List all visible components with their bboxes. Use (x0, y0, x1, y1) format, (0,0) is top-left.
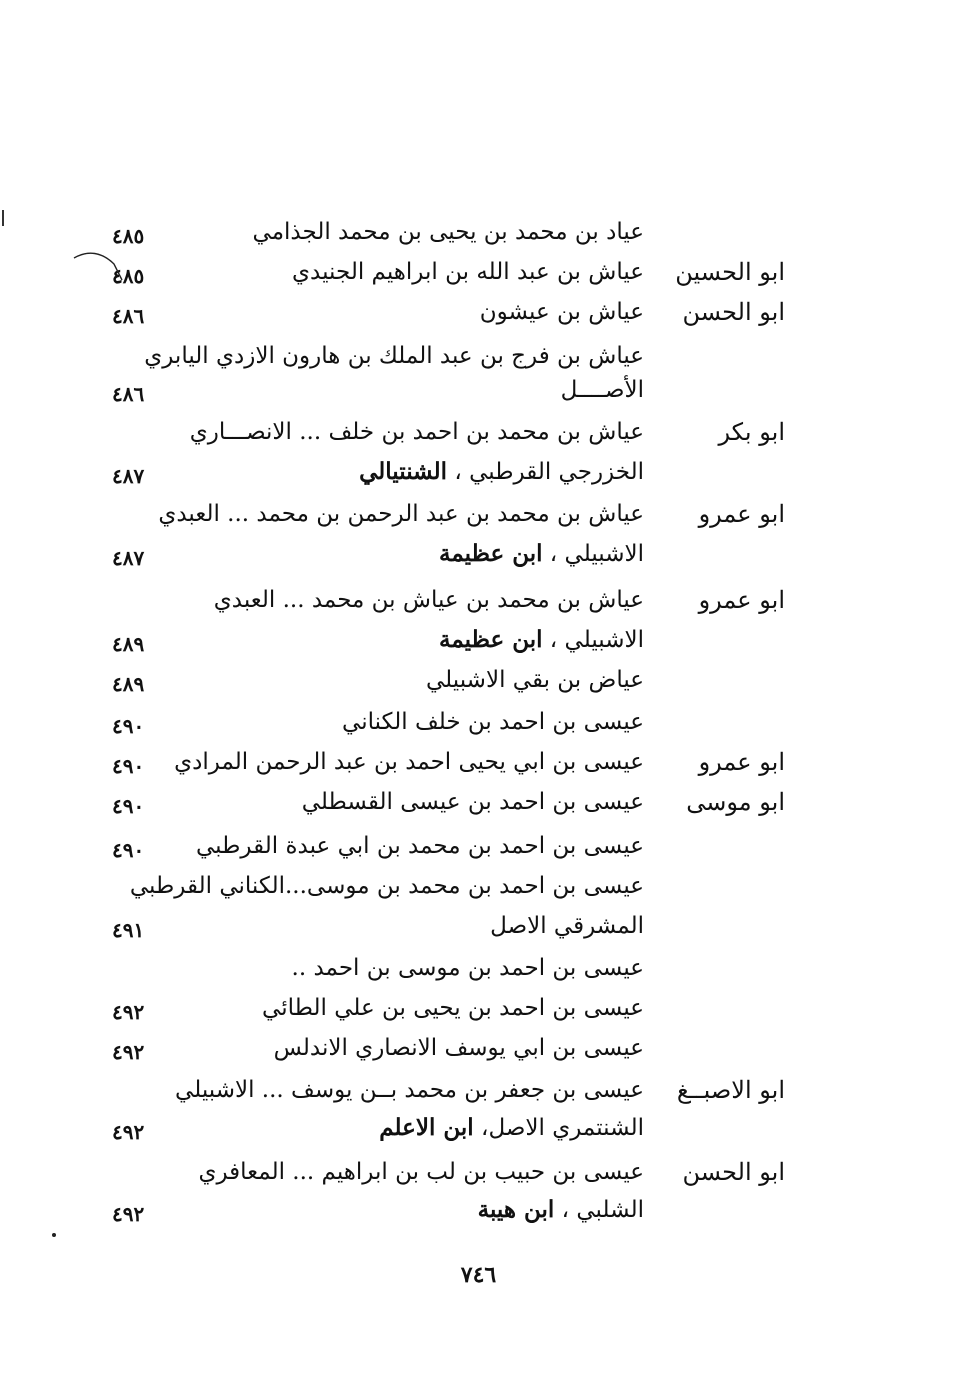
entry-page-ref: ٤٩٢ (112, 1120, 145, 1144)
entry-page-ref: ٤٩٠ (112, 754, 145, 778)
entry-page-ref: ٤٩٠ (112, 794, 145, 818)
entry-kunya: ابو موسى (686, 788, 785, 816)
entry-name-text: عياض بن بقي الاشبيلي (426, 667, 644, 693)
entry-page-ref: ٤٨٥ (112, 224, 145, 248)
entry-page-ref: ٤٨٩ (112, 672, 145, 696)
entry-page-ref: ٤٩٠ (112, 714, 145, 738)
entry-name-text: عيسى بن ابي يحيى احمد بن عبد الرحمن المرادي (174, 749, 644, 775)
entry-name (164, 826, 644, 866)
entry-page-ref: ٤٨٦ (112, 304, 145, 328)
entry-name-text: عيسى بن احمد بن خلف الكناني (342, 709, 644, 735)
entry-kunya: ابو عمرو (698, 748, 785, 776)
index-entry (0, 826, 957, 866)
entry-name-text: عيسى بن ابي يوسف الانصاري الاندلس (273, 1035, 644, 1061)
index-entry (0, 1190, 957, 1230)
index-entry (0, 620, 957, 660)
index-entry (0, 866, 957, 906)
entry-name-text: عيسى بن احمد بن موسى بن احمد .. (291, 955, 644, 981)
entry-name (129, 866, 644, 906)
index-entry (0, 782, 957, 822)
index-entry (0, 1028, 957, 1068)
index-entry (0, 212, 957, 252)
entry-name-text: الخزرجي القرطبي ، (447, 459, 644, 485)
entry-name (164, 534, 644, 574)
index-entry (0, 906, 957, 946)
entry-name-text: المشرقي الاصل (490, 913, 644, 939)
entry-name (164, 1152, 644, 1192)
index-entry (0, 252, 957, 292)
entry-page-ref: ٤٨٥ (112, 264, 145, 288)
index-entry (0, 580, 957, 620)
entry-page-ref: ٤٨٩ (112, 632, 145, 656)
entry-name-text: عيسى بن احمد بن يحيى بن علي الطائي (262, 995, 644, 1021)
entry-page-ref: ٤٩٠ (112, 838, 145, 862)
entry-name-text: عيسى بن احمد بن عيسى القسطلي (301, 789, 644, 815)
entry-name (164, 452, 644, 492)
entry-name-text: عياش بن محمد بن عياش بن محمد ... العبدي (213, 587, 644, 613)
entry-name (164, 906, 644, 946)
index-entry (0, 1108, 957, 1148)
entry-page-ref: ٤٨٧ (112, 546, 145, 570)
index-entry (0, 1070, 957, 1110)
entry-name-text: عيسى بن جعفر بن محمد بــن يوسف ... الاشبيلي (175, 1077, 644, 1103)
entry-name (164, 370, 644, 410)
entry-kunya: ابو الحسن (682, 298, 785, 326)
entry-name-text: عيسى بن احمد بن محمد بن موسى...الكناني القرطبي (129, 873, 644, 899)
entry-name-text: عياش بن فرج بن عبد الملك بن هارون الازدي اليابري (144, 343, 644, 369)
entry-kunya: ابو الحسن (682, 1158, 785, 1186)
entry-nisba-bold: ابن عظيمة (439, 540, 543, 567)
entry-name (164, 742, 644, 782)
page-number: ٧٤٦ (460, 1262, 497, 1288)
index-entry (0, 292, 957, 332)
entry-page-ref: ٤٩٢ (112, 1040, 145, 1064)
entry-kunya: ابو عمرو (698, 586, 785, 614)
entry-name-text: الشنتمري الاصل، (473, 1115, 644, 1141)
index-entry (0, 370, 957, 410)
entry-page-ref: ٤٩١ (112, 918, 145, 942)
entry-name-text: عياد بن محمد بن يحيى بن محمد الجذامي (252, 219, 644, 245)
entry-nisba-bold: الشنتيالي (359, 458, 448, 485)
entry-name (164, 702, 644, 742)
entry-page-ref: ٤٩٢ (112, 1202, 145, 1226)
entry-page-ref: ٤٨٧ (112, 464, 145, 488)
index-entry (0, 742, 957, 782)
entry-name (164, 1070, 644, 1110)
entry-name-text: عياش بن محمد بن احمد بن خلف ... الانصـــاري (189, 419, 644, 445)
entry-name (164, 988, 644, 1028)
entry-name (164, 212, 644, 252)
entry-name (164, 252, 644, 292)
entry-name (164, 1028, 644, 1068)
entry-kunya: ابو عمرو (698, 500, 785, 528)
index-entry (0, 452, 957, 492)
entry-name (164, 1108, 644, 1148)
index-entry (0, 412, 957, 452)
entry-kunya: ابو بكر (718, 418, 785, 446)
entry-kunya: ابو الحسين (675, 258, 785, 286)
entry-kunya: ابو الاصبــغ (676, 1076, 785, 1104)
entry-name-text: الشلبي ، (554, 1197, 644, 1223)
entry-name-text: عياش بن محمد بن عبد الرحمن بن محمد ... العبدي (158, 501, 644, 527)
margin-dot (52, 1233, 56, 1237)
entry-name (164, 620, 644, 660)
entry-name (164, 660, 644, 700)
entry-name (164, 782, 644, 822)
entry-name (164, 948, 644, 988)
index-entry (0, 1152, 957, 1192)
index-entry (0, 494, 957, 534)
entry-name (158, 494, 644, 534)
entry-name-text: الأصــــل (560, 377, 644, 403)
entry-nisba-bold: ابن الاعلم (379, 1114, 474, 1141)
entry-nisba-bold: ابن هيبة (477, 1196, 555, 1223)
entry-name-text: عيسى بن احمد بن محمد بن ابي عبدة القرطبي (196, 833, 644, 859)
index-entry (0, 988, 957, 1028)
entry-page-ref: ٤٩٢ (112, 1000, 145, 1024)
entry-name (164, 412, 644, 452)
margin-tick (2, 210, 4, 226)
entry-name-text: عياش بن عبد الله بن ابراهيم الجنيدي (292, 259, 644, 285)
entry-name (164, 580, 644, 620)
index-entry (0, 534, 957, 574)
margin-pen-mark (72, 244, 128, 288)
entry-name-text: الاشبيلي ، (542, 627, 644, 653)
entry-name-text: الاشبيلي ، (542, 541, 644, 567)
entry-page-ref: ٤٨٦ (112, 382, 145, 406)
index-entry (0, 948, 957, 988)
entry-nisba-bold: ابن عظيمة (439, 626, 543, 653)
index-entry (0, 702, 957, 742)
entry-name-text: عياش بن عيشون (479, 299, 644, 325)
index-entry (0, 660, 957, 700)
entry-name (164, 1190, 644, 1230)
entry-name (164, 292, 644, 332)
entry-name-text: عيسى بن حبيب بن لب بن ابراهيم ... المعافري (198, 1159, 644, 1185)
